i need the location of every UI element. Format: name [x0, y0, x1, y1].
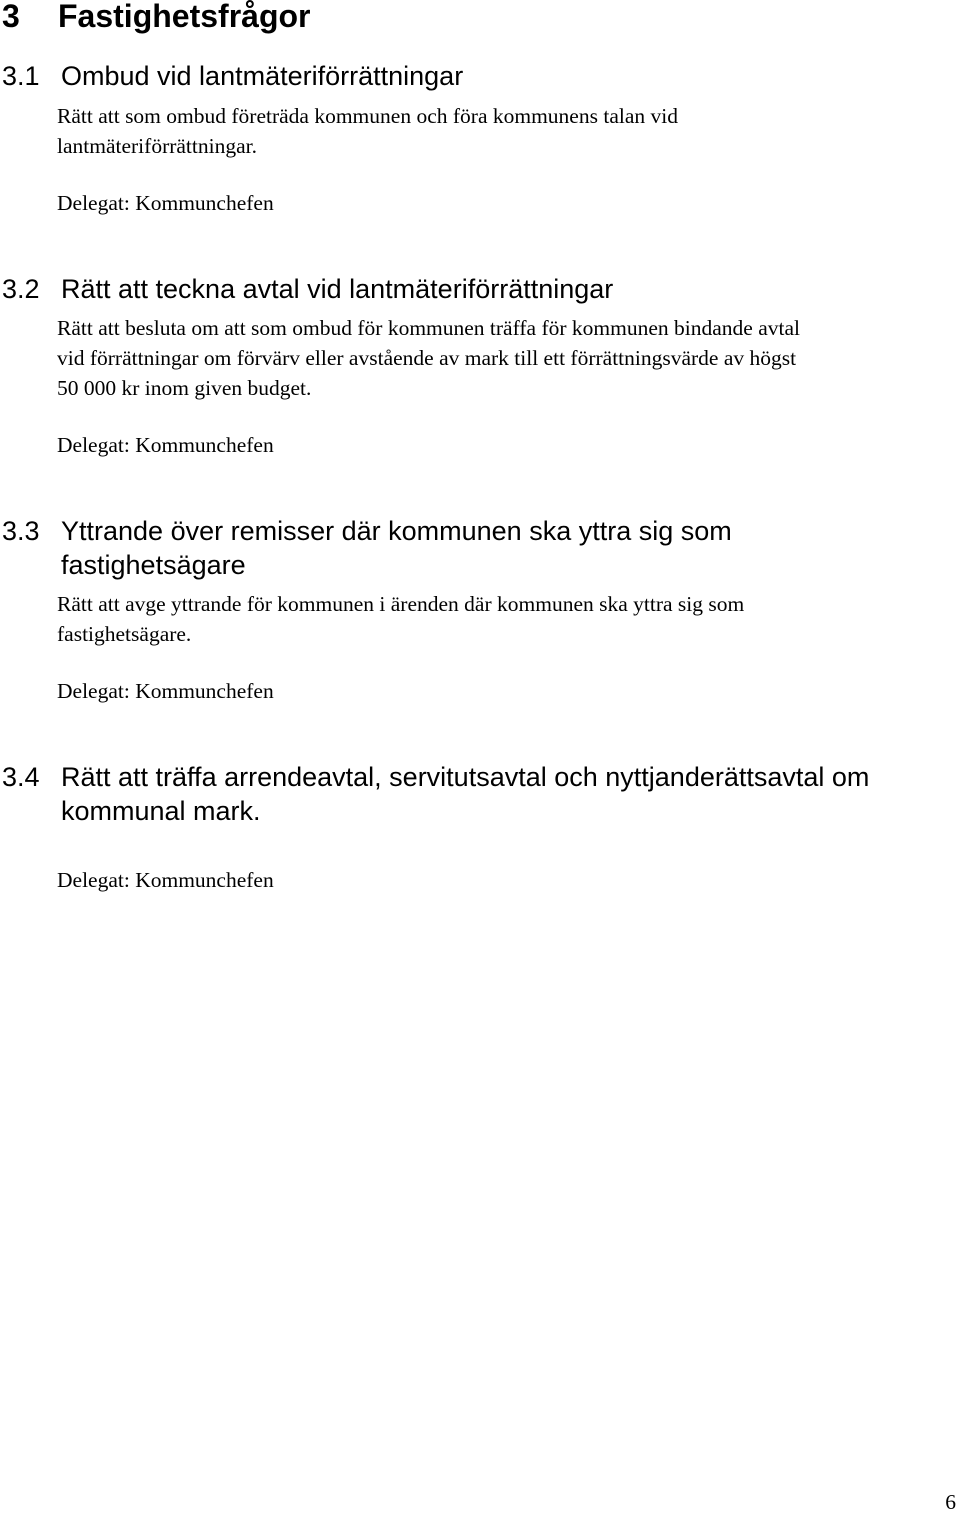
section-heading-3-4: [2, 760, 869, 828]
body-line: fastighetsägare.: [57, 622, 192, 646]
section-body-3-1: [57, 101, 678, 161]
body-line: Rätt att som ombud företräda kommunen och föra kommunens talan vid: [57, 104, 678, 128]
section-title-continued: kommunal mark.: [61, 796, 261, 826]
delegat-3-3: Delegat: Kommunchefen: [57, 679, 274, 703]
body-line: Rätt att besluta om att som ombud för kommunen träffa för kommunen bindande avtal: [57, 316, 800, 340]
section-number: 3.1: [2, 61, 40, 91]
body-line: lantmäteriförrättningar.: [57, 134, 257, 158]
section-body-3-3: [57, 589, 744, 649]
section-title: Rätt att teckna avtal vid lantmäteriförrättningar: [61, 274, 614, 304]
body-line: Rätt att avge yttrande för kommunen i ärenden där kommunen ska yttra sig som: [57, 592, 745, 616]
section-heading-3-2: [2, 272, 613, 306]
delegat-3-2: Delegat: Kommunchefen: [57, 433, 274, 457]
section-title-continued: fastighetsägare: [61, 550, 246, 580]
delegat-3-1: Delegat: Kommunchefen: [57, 191, 274, 215]
section-title: Rätt att träffa arrendeavtal, servitutsavtal och nyttjanderättsavtal om: [61, 762, 870, 792]
page-number: 6: [945, 1490, 956, 1514]
section-number: 3.3: [2, 516, 40, 546]
body-line: 50 000 kr inom given budget.: [57, 376, 312, 400]
section-title: Ombud vid lantmäteriförrättningar: [61, 61, 464, 91]
section-heading-3-3: [2, 514, 732, 582]
chapter-title: Fastighetsfrågor: [58, 0, 311, 34]
chapter-heading: [2, 0, 310, 38]
delegat-3-4: Delegat: Kommunchefen: [57, 868, 274, 892]
body-line: vid förrättningar om förvärv eller avstående av mark till ett förrättningsvärde av högst: [57, 346, 797, 370]
chapter-number: 3: [2, 0, 20, 34]
section-title: Yttrande över remisser där kommunen ska yttra sig som: [61, 516, 732, 546]
section-heading-3-1: [2, 59, 463, 93]
section-body-3-2: [57, 313, 800, 403]
section-number: 3.4: [2, 762, 40, 792]
section-number: 3.2: [2, 274, 40, 304]
